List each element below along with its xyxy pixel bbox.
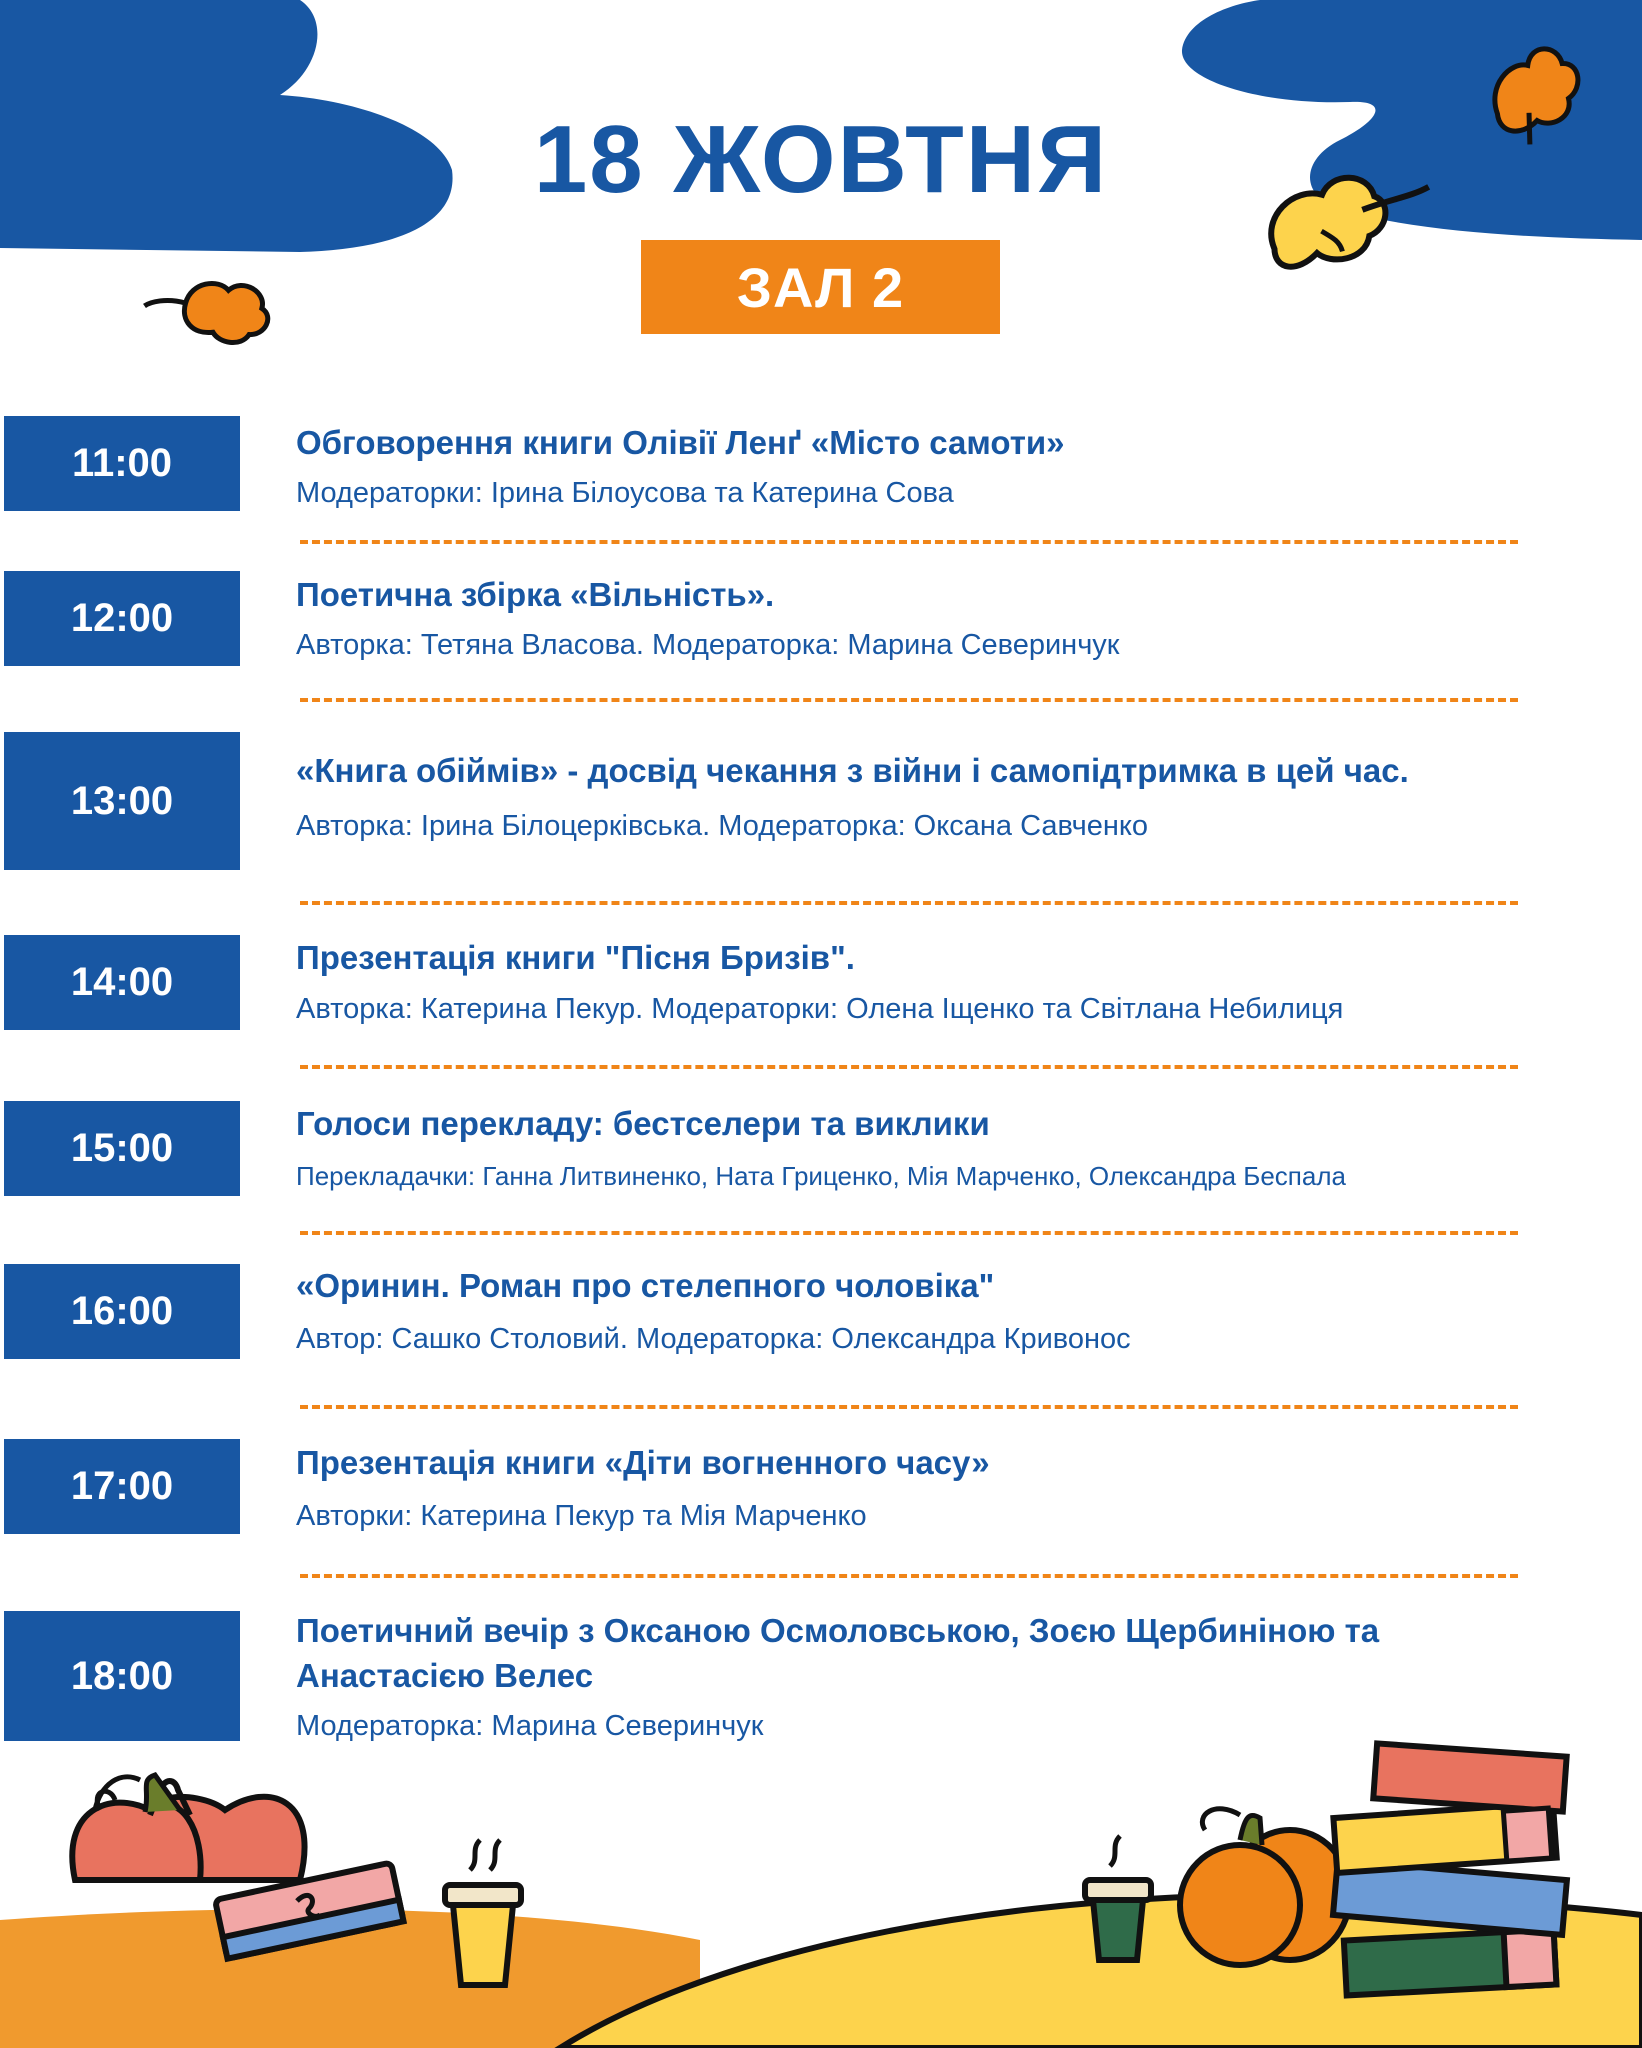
event-title: Поетичний вечір з Оксаною Осмоловською, Зоєю Щербиніною та Анастасією Велес [296, 1612, 1380, 1694]
hall-badge: ЗАЛ 2 [641, 240, 1000, 334]
event-title: Презентація книги «Діти вогненного часу» [296, 1444, 990, 1481]
date-title: 18 ЖОВТНЯ [533, 106, 1109, 213]
event-subtitle: Модераторки: Ірина Білоусова та Катерина Сова [296, 477, 954, 509]
event-subtitle: Авторки: Катерина Пекур та Мія Марченко [296, 1500, 867, 1532]
time-badge: 16:00 [4, 1264, 240, 1359]
event-subtitle: Модераторка: Марина Северинчук [296, 1710, 764, 1742]
time-badge: 13:00 [4, 732, 240, 870]
time-badge: 18:00 [4, 1611, 240, 1741]
pumpkin-left-icon [72, 1775, 304, 1880]
coffee-cup-right-icon [1085, 1836, 1151, 1960]
event-subtitle: Авторка: Ірина Білоцерківська. Модераторка: Оксана Савченко [296, 810, 1148, 842]
book-stack-icon [1333, 1743, 1567, 1995]
time-badge: 15:00 [4, 1101, 240, 1196]
event-title: Обговорення книги Олівії Ленґ «Місто самоти» [296, 424, 1065, 461]
time-badge: 11:00 [4, 416, 240, 511]
event-subtitle: Авторка: Тетяна Власова. Модераторка: Марина Северинчук [296, 629, 1120, 661]
event-title: Презентація книги "Пісня Бризів". [296, 939, 855, 976]
pumpkin-right-icon [1180, 1809, 1350, 1965]
event-title: Поетична збірка «Вільність». [296, 576, 775, 613]
coffee-cup-left-icon [445, 1840, 521, 1985]
event-title: «Оринин. Роман про стелепного чоловіка" [296, 1267, 995, 1304]
time-badge: 14:00 [4, 935, 240, 1030]
event-subtitle: Авторка: Катерина Пекур. Модераторки: Олена Іщенко та Світлана Небилиця [296, 993, 1344, 1025]
time-badge: 12:00 [4, 571, 240, 666]
time-badge: 17:00 [4, 1439, 240, 1534]
event-title: «Книга обіймів» - досвід чекання з війни і самопідтримка в цей час. [296, 752, 1409, 789]
event-subtitle: Перекладачки: Ганна Литвиненко, Ната Гриценко, Мія Марченко, Олександра Беспала [296, 1161, 1346, 1191]
event-subtitle: Автор: Сашко Столовий. Модераторка: Олександра Кривонос [296, 1323, 1131, 1355]
event-title: Голоси перекладу: бестселери та виклики [296, 1105, 990, 1142]
